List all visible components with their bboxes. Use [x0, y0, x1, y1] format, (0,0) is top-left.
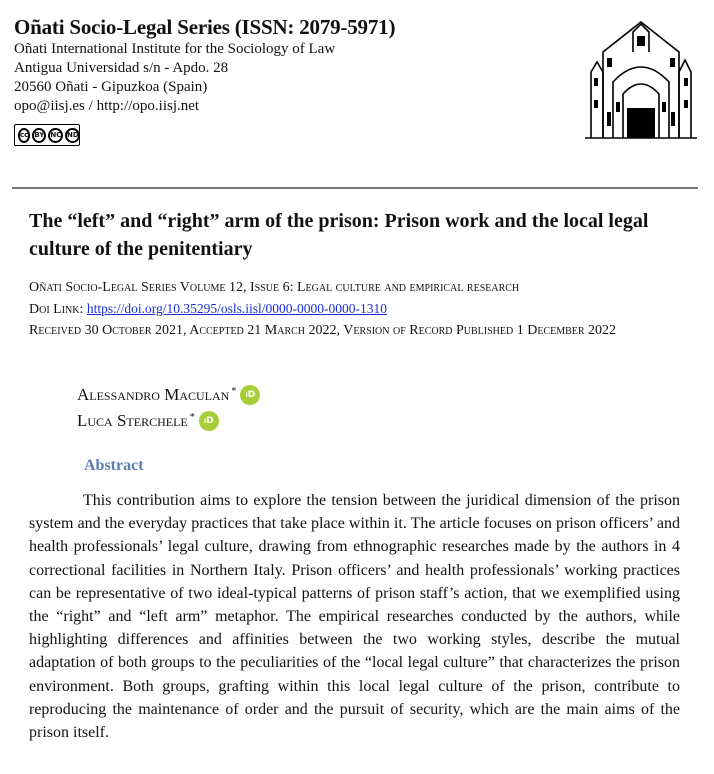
doi-label: Doi Link:: [29, 302, 87, 317]
doi-link[interactable]: https://doi.org/10.35295/osls.iisl/0000-0000-0000-1310: [86, 301, 388, 316]
creative-commons-badge[interactable]: [14, 124, 80, 146]
paper-metadata: [29, 277, 689, 341]
by-icon: BY: [32, 128, 46, 143]
abstract-heading: Abstract: [84, 457, 144, 474]
abstract-body: This contribution aims to explore the tension between the juridical dimension of the prison system and the everyday practices that take place within it. The article focuses on prison officers’ and health professionals’ legal culture, drawing from ethnographic researches made by the authors in 4 correctional facilities in Northern Italy. Prison officers’ and health professionals’ working practices can be representative of two ideal-typical patterns of prison staff’s action, that we exemplified using the “right” and “left arm” metaphor. The empirical researches conducted by the authors, while highlighting differences and affinities between the two working styles, describe the mutual adaptation of both groups to the peculiarities of the “local legal culture” that characterizes the prison environment. Both groups, grafting within this local legal culture of the prison, contribute to reproducing the maintenance of order and the pursuit of security, which are the main aims of the prison itself.: [29, 492, 680, 742]
series-volume-line: Oñati Socio-Legal Series Volume 12, Issue 6: Legal culture and empirical research: [29, 280, 520, 295]
building-sketch-logo: [583, 12, 699, 142]
address-line-2: 20560 Oñati - Gipuzkoa (Spain): [14, 79, 208, 95]
header-divider: [12, 187, 698, 189]
author-item: [77, 382, 260, 408]
orcid-icon[interactable]: iD: [240, 385, 260, 405]
author-mark: *: [189, 412, 195, 423]
orcid-icon[interactable]: iD: [199, 411, 219, 431]
paper-title: The “left” and “right” arm of the prison: Prison work and the local legal culture of the penitentiary: [29, 210, 649, 260]
contact-line[interactable]: opo@iisj.es / http://opo.iisj.net: [14, 98, 200, 114]
address-line-1: Antigua Universidad s/n - Apdo. 28: [14, 60, 229, 76]
author-name: Alessandro Maculan: [77, 385, 230, 404]
received-line: Received 30 October 2021, Accepted 21 March 2022, Version of Record Published 1 December 2022: [29, 323, 617, 338]
cc-icon: cc: [18, 128, 30, 143]
series-title: Oñati Socio-Legal Series (ISSN: 2079-5971): [14, 15, 396, 39]
author-list: [77, 382, 260, 434]
doi-line: [29, 298, 689, 320]
nd-icon: ND: [65, 128, 80, 143]
author-mark: *: [231, 386, 237, 397]
author-name: Luca Sterchele: [77, 411, 188, 430]
nc-icon: NC: [48, 128, 63, 143]
author-item: [77, 408, 260, 434]
journal-header: [14, 14, 574, 146]
institute-name: Oñati International Institute for the Sociology of Law: [14, 41, 336, 57]
